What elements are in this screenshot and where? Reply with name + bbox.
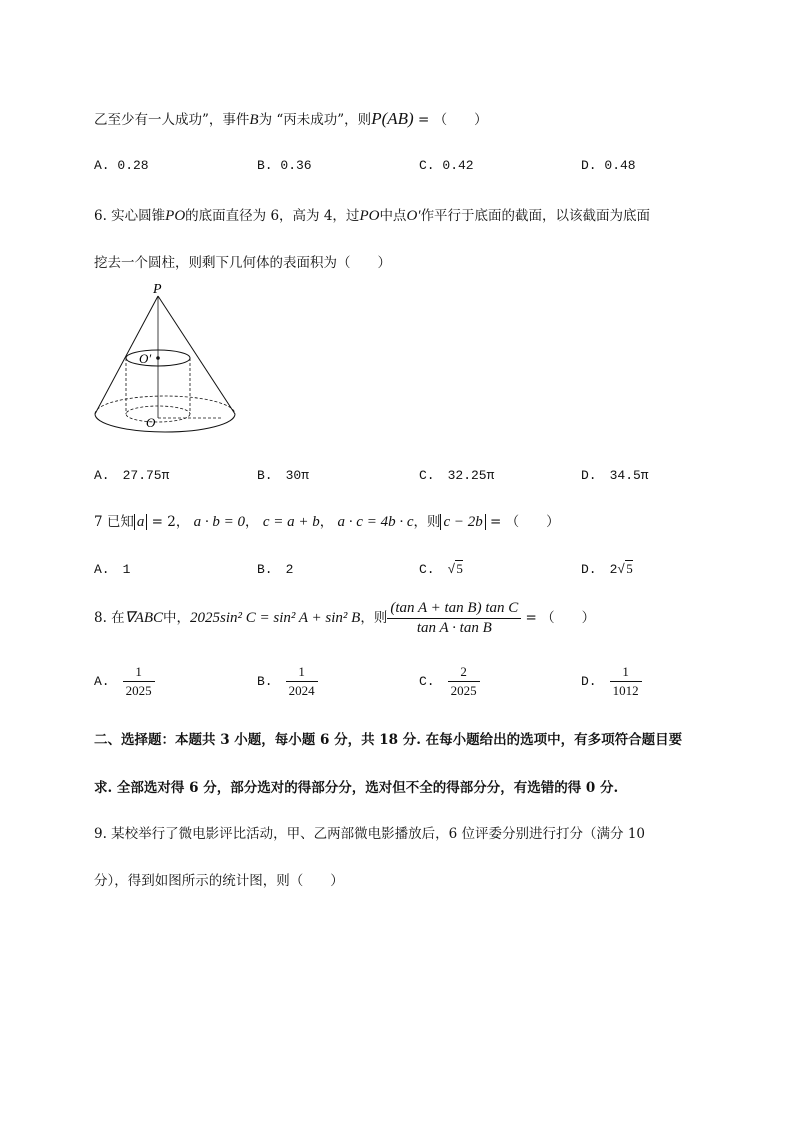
cone-center-top-label: O′ bbox=[139, 351, 152, 366]
q8-option-a-fraction bbox=[123, 664, 155, 699]
q7-option-d: D. 2√5 bbox=[581, 561, 633, 577]
q7-c-def: c = a + b bbox=[262, 514, 320, 530]
q8-option-b-num: 1 bbox=[286, 664, 318, 682]
q6-option-b: B. 30π bbox=[257, 468, 310, 483]
cone-center-base-label: O bbox=[146, 415, 156, 430]
q7-text-then: ，则 bbox=[413, 514, 441, 530]
q7-comma: ， bbox=[245, 514, 259, 530]
q7-dot-ab: a · b = 0 bbox=[193, 514, 246, 530]
q8-option-a-num: 1 bbox=[123, 664, 155, 682]
q8-option-b bbox=[257, 664, 318, 699]
q8-text-then: ，则 bbox=[360, 610, 388, 626]
q6-stem-line-2: 挖去一个圆柱，则剩下几何体的表面积为（ ） bbox=[94, 255, 391, 271]
q8-option-c-label: C. bbox=[419, 673, 435, 689]
q6-point-o-prime: O′ bbox=[406, 208, 421, 224]
q8-option-b-den: 2024 bbox=[288, 683, 315, 698]
q8-option-d bbox=[581, 664, 642, 699]
q8-option-d-den: 1012 bbox=[612, 683, 639, 698]
q5-option-d: D. 0.48 bbox=[581, 158, 636, 173]
q8-equation: 2025sin² C = sin² A + sin² B bbox=[190, 610, 361, 626]
q7-option-c: C. √5 bbox=[419, 561, 463, 577]
q8-option-b-fraction bbox=[286, 664, 318, 699]
q7-abs-expr: c − 2b bbox=[440, 514, 485, 530]
q6-cone-po-2: PO bbox=[359, 208, 380, 224]
q7-stem-line bbox=[94, 510, 560, 531]
q8-option-c-fraction bbox=[448, 664, 480, 699]
q7-text-eq2: = 2， bbox=[147, 514, 190, 530]
q8-option-c bbox=[419, 664, 480, 699]
q7-option-c-radicand: 5 bbox=[456, 561, 463, 576]
q8-option-d-fraction bbox=[610, 664, 642, 699]
q8-stem-line bbox=[94, 600, 595, 637]
q5-text-2: 为 “丙未成功”，则 bbox=[258, 112, 372, 128]
q8-option-d-label: D. bbox=[581, 673, 597, 689]
q8-option-b-label: B. bbox=[257, 673, 273, 689]
section-2-heading-line-2: 求. 全部选对得 6 分，部分选对的得部分分，选对但不全的得部分分，有选错的得 0 分. bbox=[94, 780, 619, 796]
cone-apex-label: P bbox=[153, 282, 162, 297]
q8-triangle: ∇ABC bbox=[124, 610, 164, 626]
q8-text-2: 中， bbox=[163, 610, 191, 626]
q6-option-d: D. 34.5π bbox=[581, 468, 649, 483]
q6-option-c: C. 32.25π bbox=[419, 468, 495, 483]
cone-figure bbox=[92, 282, 242, 442]
q9-stem-line-1: 9. 某校举行了微电影评比活动，甲、乙两部微电影播放后，6 位评委分别进行打分（满分 10 bbox=[94, 826, 646, 842]
q8-fraction-denominator: tan A · tan B bbox=[416, 620, 492, 636]
q5-option-c: C. 0.42 bbox=[419, 158, 474, 173]
q7-abs-a: a bbox=[134, 514, 148, 530]
q8-option-c-num: 2 bbox=[448, 664, 480, 682]
q6-stem-line-1 bbox=[94, 204, 650, 225]
q6-cone-po: PO bbox=[165, 208, 186, 224]
q7-option-c-label: C. bbox=[419, 562, 435, 577]
q8-option-c-den: 2025 bbox=[450, 683, 477, 698]
q7-dot-ac: a · c = 4b · c bbox=[337, 514, 414, 530]
q5-stem-line bbox=[94, 108, 488, 129]
q8-fraction-numerator: (tan A + tan B) tan C bbox=[387, 600, 521, 619]
q8-option-a bbox=[94, 664, 155, 699]
q6-text-2: 的底面直径为 6，高为 4，过 bbox=[185, 208, 360, 224]
q7-answer-blank: = （ ） bbox=[485, 514, 560, 530]
q7-option-d-radicand: 5 bbox=[626, 561, 633, 576]
q5-text-1: 乙至少有一人成功”，事件 bbox=[94, 112, 250, 128]
q8-option-a-den: 2025 bbox=[125, 683, 152, 698]
q6-text-3: 中点 bbox=[379, 208, 407, 224]
q8-option-a-label: A. bbox=[94, 673, 110, 689]
q6-text-4: 作平行于底面的截面，以该截面为底面 bbox=[420, 208, 651, 224]
q8-text-1: 8. 在 bbox=[94, 610, 125, 626]
q8-option-d-num: 1 bbox=[610, 664, 642, 682]
q9-stem-line-2: 分），得到如图所示的统计图，则（ ） bbox=[94, 873, 344, 889]
q5-expression: P(AB) bbox=[371, 109, 414, 128]
q5-answer-blank: = （ ） bbox=[413, 112, 488, 128]
q7-option-a: A. 1 bbox=[94, 562, 131, 577]
q8-fraction bbox=[387, 600, 521, 637]
q7-text-1: 7 已知 bbox=[94, 514, 134, 530]
q6-text-1: 6. 实心圆锥 bbox=[94, 208, 166, 224]
q7-option-b: B. 2 bbox=[257, 562, 294, 577]
q5-option-a: A. 0.28 bbox=[94, 158, 149, 173]
q7-option-d-label: D. 2 bbox=[581, 562, 618, 577]
q6-option-a: A. 27.75π bbox=[94, 468, 170, 483]
q7-comma-2: ， bbox=[319, 514, 334, 530]
q8-answer-blank: = （ ） bbox=[521, 610, 596, 626]
section-2-heading-line-1: 二、选择题：本题共 3 小题，每小题 6 分，共 18 分. 在每小题给出的选项中，有多项符合题目要 bbox=[94, 732, 683, 748]
q5-event-b: B bbox=[249, 112, 259, 128]
q5-option-b: B. 0.36 bbox=[257, 158, 312, 173]
